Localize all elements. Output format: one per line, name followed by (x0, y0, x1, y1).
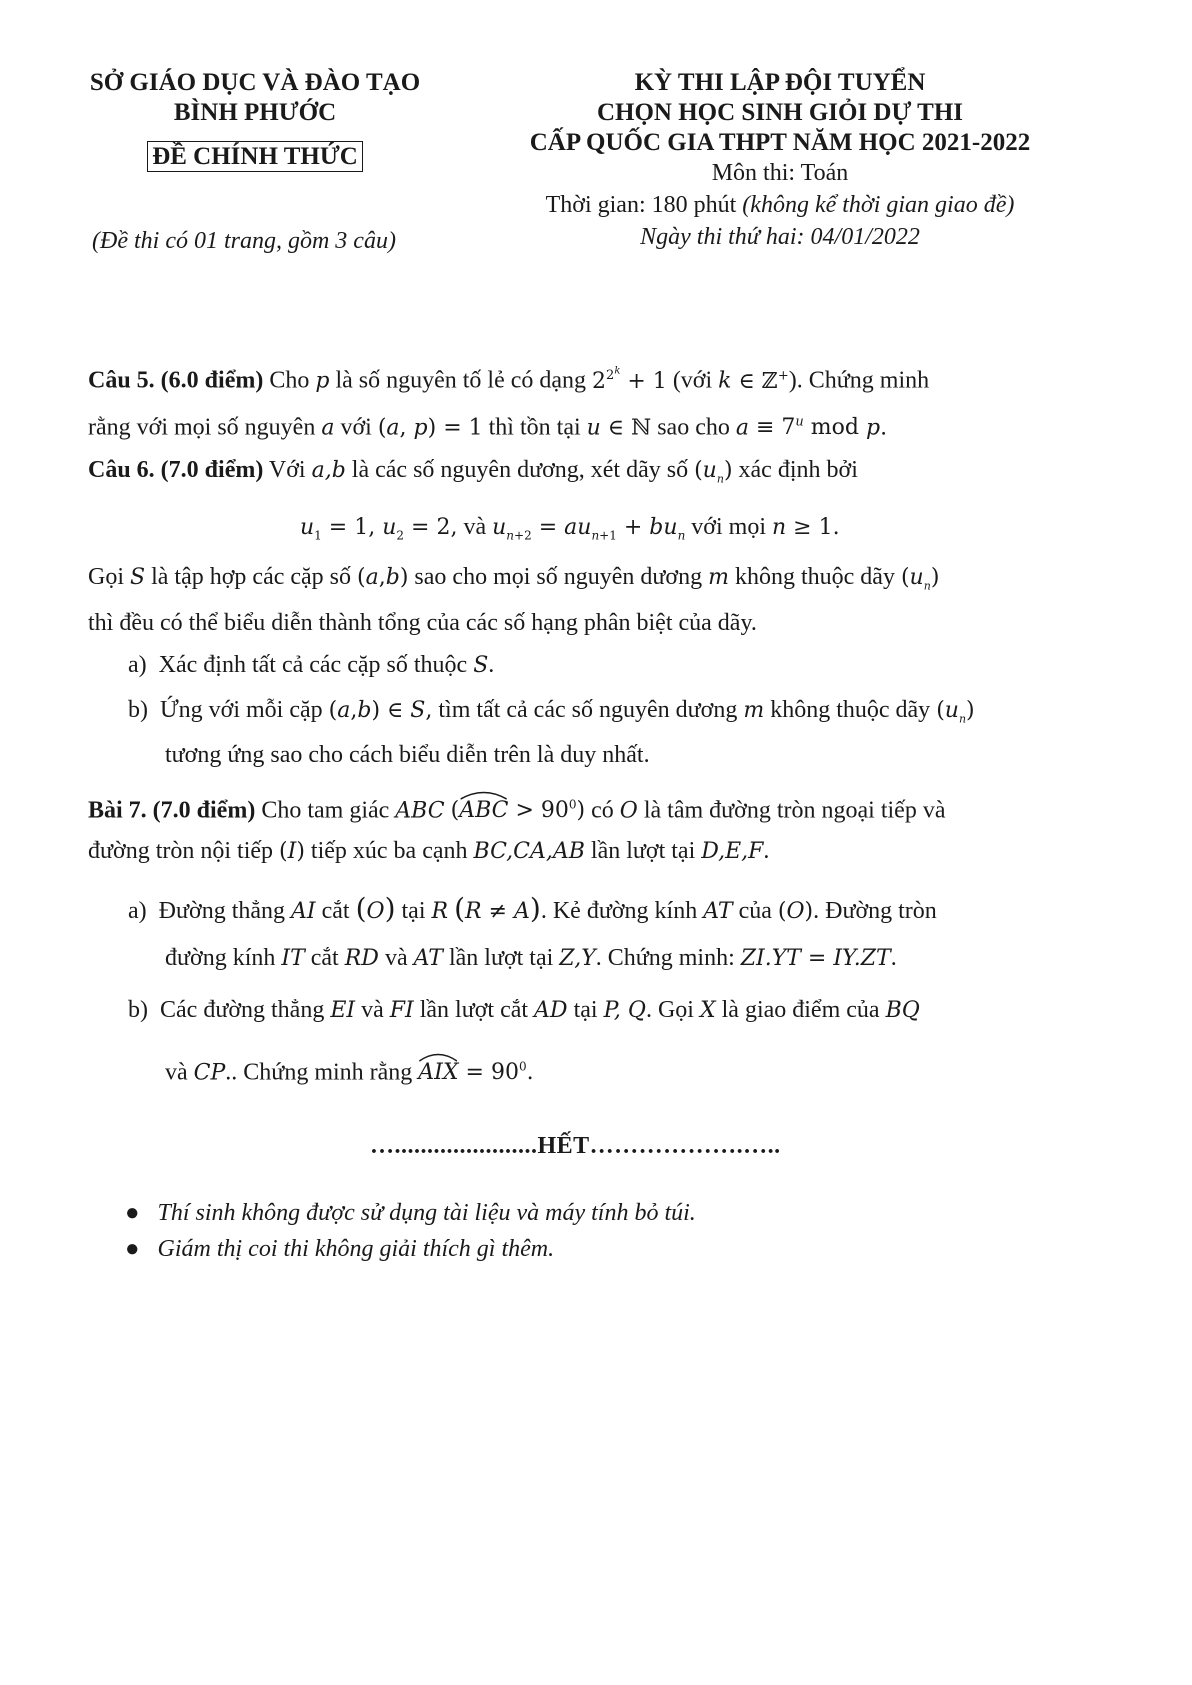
q6-line4: thì đều có thể biểu diễn thành tổng của các số hạng phân biệt của dãy. (88, 610, 757, 636)
exam-title: KỲ THI LẬP ĐỘI TUYỂN (634, 69, 926, 96)
exam-date: Ngày thi thứ hai: 04/01/2022 (640, 224, 920, 250)
q6-part-a: a) Xác định tất cả các cặp số thuộc S. (128, 652, 495, 678)
q6-part-b-cont: tương ứng sao cho cách biểu diễn trên là duy nhất. (165, 742, 650, 768)
bullet-icon: ● (125, 1236, 140, 1262)
end-mark: …......................HẾT……………….….. (370, 1133, 781, 1159)
page-count-note: (Đề thi có 01 trang, gồm 3 câu) (92, 228, 396, 254)
q6-line1: Câu 6. (7.0 điểm) Với a,b là các số nguyên dương, xét dãy số $(u_n)$ xác định bởi (88, 457, 858, 486)
q5-label: Câu 5. (6.0 điểm) (88, 367, 264, 394)
q7-line2: đường tròn nội tiếp (I) tiếp xúc ba cạnh BC,CA,AB lần lượt tại D,E,F. (88, 838, 770, 864)
note-item: ● Giám thị coi thi không giải thích gì thêm. (125, 1236, 555, 1262)
subject: Môn thi: Toán (711, 160, 849, 186)
header-left (60, 68, 450, 172)
bullet-icon: ● (125, 1200, 140, 1226)
q6-line3: Gọi S là tập hợp các cặp số (a,b) sao cho mọi số nguyên dương m không thuộc dãy $(u_n)$ (88, 564, 940, 593)
note-item: ● Thí sinh không được sử dụng tài liệu và máy tính bỏ túi. (125, 1200, 696, 1226)
q5-line1: Câu 5. (6.0 điểm) Cho p là số nguyên tố lẻ có dạng $2^{2^k} + 1$ (với k ∈ ℤ+). Chứng minh (88, 366, 930, 394)
q7-part-b: b) Các đường thẳng EI và FI lần lượt cắt AD tại P, Q. Gọi X là giao điểm của BQ (128, 997, 920, 1023)
q7-part-a: a) Đường thẳng AI cắt (O) tại R (R ≠ A). Kẻ đường kính AT của (O). Đường tròn (128, 892, 937, 925)
header-right (500, 68, 1060, 252)
q7-label: Bài 7. (7.0 điểm) (88, 797, 256, 824)
exam-year: CẤP QUỐC GIA THPT NĂM HỌC 2021-2022 (529, 129, 1031, 156)
q6-part-b: b) Ứng với mỗi cặp (a,b) ∈ S, tìm tất cả các số nguyên dương m không thuộc dãy $(u_n)$ (128, 697, 975, 726)
exam-subtitle: CHỌN HỌC SINH GIỎI DỰ THI (596, 99, 964, 126)
q6-recurrence: $u_1 = 1$, $u_2 = 2$, và $u_{n+2} = au_{n+1} + bu_n$ với mọi n ≥ 1. (300, 514, 840, 543)
q7-line1: Bài 7. (7.0 điểm) Cho tam giác ABC (ABC > $90^0$) có O là tâm đường tròn ngoại tiếp và (88, 790, 945, 826)
q7-part-a-cont: đường kính IT cắt RD và AT lần lượt tại Z,Y. Chứng minh: ZI.YT = IY.ZT. (165, 945, 897, 971)
q6-label: Câu 6. (7.0 điểm) (88, 457, 264, 483)
official-badge: ĐỀ CHÍNH THỨC (147, 141, 363, 172)
q5-line2: rằng với mọi số nguyên a với (a, p) = 1 thì tồn tại u ∈ ℕ sao cho $a \equiv 7^u$ mod p. (88, 414, 888, 441)
exam-time: Thời gian: 180 phút (không kể thời gian giao đề) (545, 192, 1015, 218)
province-name: BÌNH PHƯỚC (173, 99, 337, 126)
department-name: SỞ GIÁO DỤC VÀ ĐÀO TẠO (89, 69, 421, 96)
notes-list (125, 1195, 696, 1267)
q7-part-b-cont: và CP.. Chứng minh rằng AIX = $90^0$. (165, 1052, 534, 1088)
